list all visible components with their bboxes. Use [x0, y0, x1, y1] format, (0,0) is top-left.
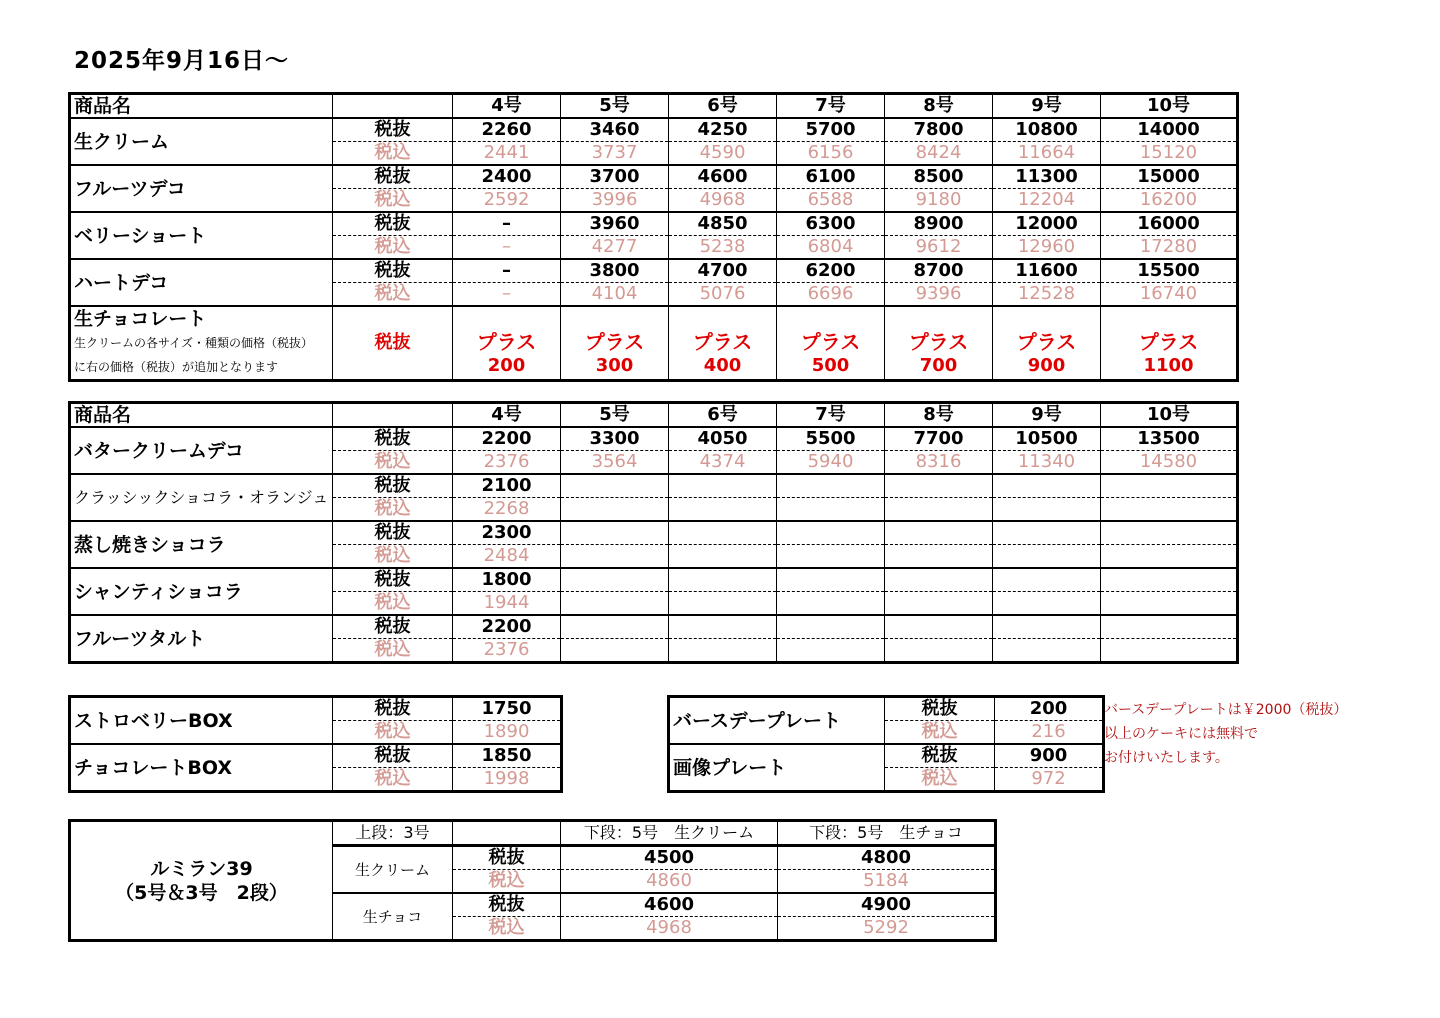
lumiran-name [70, 821, 333, 941]
label-tax-excluded: 税抜 [333, 744, 453, 768]
price-included: 4860 [561, 870, 778, 894]
label-tax-included: 税込 [333, 639, 453, 663]
chocolate-plus-cell [1101, 306, 1238, 381]
price-excluded [777, 568, 885, 592]
price-included: 4277 [561, 236, 669, 260]
price-included: 8316 [885, 451, 993, 475]
price-included: 1944 [453, 592, 561, 616]
plus-label: プラス [476, 330, 537, 354]
product-name: フルーツデコ [70, 165, 333, 212]
product-name: ハートデコ [70, 259, 333, 306]
price-excluded [993, 474, 1101, 498]
plus-value: 1100 [1143, 355, 1194, 376]
price-excluded: 4600 [669, 165, 777, 189]
header-size: 9号 [993, 94, 1101, 119]
price-included: 5184 [778, 870, 996, 894]
plus-value: 900 [1027, 355, 1066, 376]
price-included [993, 545, 1101, 569]
price-excluded [993, 568, 1101, 592]
price-included: 4968 [669, 189, 777, 213]
price-included: 12960 [993, 236, 1101, 260]
label-tax-included: 税込 [333, 283, 453, 307]
price-excluded [669, 615, 777, 639]
price-excluded: 10800 [993, 118, 1101, 142]
product-name: クラッシックショコラ・オランジュ [70, 474, 333, 521]
price-excluded: 4900 [778, 893, 996, 917]
plus-value: 700 [919, 355, 958, 376]
box-name: ストロベリーBOX [70, 697, 333, 745]
header-size: 10号 [1101, 94, 1238, 119]
label-tax-included: 税込 [333, 498, 453, 522]
price-included: 1998 [453, 768, 562, 792]
label-tax-included: 税込 [333, 236, 453, 260]
lumiran-name-line2: （5号＆3号 2段） [115, 881, 288, 904]
chocolate-plus-cell [993, 306, 1101, 381]
header-size: 10号 [1101, 403, 1238, 428]
label-tax-included: 税込 [885, 721, 995, 745]
price-excluded: 8700 [885, 259, 993, 283]
price-included: 15120 [1101, 142, 1238, 166]
label-tax-included: 税込 [333, 142, 453, 166]
label-tax-excluded: 税抜 [333, 568, 453, 592]
price-excluded: 12000 [993, 212, 1101, 236]
lumiran-price-table [68, 819, 997, 942]
price-included: 11664 [993, 142, 1101, 166]
label-tax-included: 税込 [333, 189, 453, 213]
price-included [561, 592, 669, 616]
page-title: 2025年9月16日～ [74, 48, 290, 74]
label-tax-excluded: 税抜 [333, 427, 453, 451]
price-excluded: 3300 [561, 427, 669, 451]
price-excluded [561, 615, 669, 639]
price-excluded: 8900 [885, 212, 993, 236]
lumiran-name-line1: ルミラン39 [150, 857, 253, 880]
label-tax-excluded: 税抜 [333, 474, 453, 498]
price-included [993, 498, 1101, 522]
label-tax-included: 税込 [885, 768, 995, 792]
price-excluded [885, 474, 993, 498]
plus-value: 200 [487, 355, 526, 376]
price-included: 4590 [669, 142, 777, 166]
plate-price-table [667, 695, 1105, 793]
product-name: ベリーショート [70, 212, 333, 259]
price-included [1101, 498, 1238, 522]
price-included [1101, 545, 1238, 569]
product-name: フルーツタルト [70, 615, 333, 663]
price-included: 16740 [1101, 283, 1238, 307]
price-excluded [777, 521, 885, 545]
price-included [669, 592, 777, 616]
price-excluded: 15000 [1101, 165, 1238, 189]
price-excluded: 8500 [885, 165, 993, 189]
price-included: 16200 [1101, 189, 1238, 213]
price-excluded [885, 615, 993, 639]
label-tax-included: 税込 [453, 870, 561, 894]
header-size: 4号 [453, 403, 561, 428]
price-included: 4374 [669, 451, 777, 475]
price-included [561, 639, 669, 663]
label-tax-excluded: 税抜 [333, 697, 453, 721]
price-excluded: 900 [995, 744, 1104, 768]
price-included [561, 545, 669, 569]
header-size: 4号 [453, 94, 561, 119]
label-tax-included: 税込 [333, 592, 453, 616]
header-label-blank [333, 94, 453, 119]
price-excluded: 6100 [777, 165, 885, 189]
price-excluded: 4700 [669, 259, 777, 283]
price-excluded [1101, 615, 1238, 639]
price-excluded: 4050 [669, 427, 777, 451]
price-excluded: 3800 [561, 259, 669, 283]
chocolate-plus-cell [669, 306, 777, 381]
price-included [1101, 592, 1238, 616]
label-tax-excluded: 税抜 [333, 259, 453, 283]
price-included: 3996 [561, 189, 669, 213]
chocolate-plus-cell [777, 306, 885, 381]
header-size: 8号 [885, 403, 993, 428]
price-excluded [777, 615, 885, 639]
plus-label: プラス [800, 330, 861, 354]
birthday-plate-note [1104, 698, 1347, 770]
price-excluded: 4250 [669, 118, 777, 142]
lumiran-col-b: 下段：5号 生チョコ [778, 821, 996, 846]
price-included: 5940 [777, 451, 885, 475]
label-tax-excluded: 税抜 [333, 165, 453, 189]
price-included: 216 [995, 721, 1104, 745]
price-included: 12204 [993, 189, 1101, 213]
price-included: 2376 [453, 451, 561, 475]
price-included [777, 545, 885, 569]
price-included: 4104 [561, 283, 669, 307]
price-excluded: 11600 [993, 259, 1101, 283]
plus-value: 500 [811, 355, 850, 376]
price-excluded: 2100 [453, 474, 561, 498]
price-excluded: 2200 [453, 615, 561, 639]
price-excluded [1101, 521, 1238, 545]
price-excluded: 2300 [453, 521, 561, 545]
label-tax-included: 税込 [333, 545, 453, 569]
price-excluded: 4850 [669, 212, 777, 236]
lumiran-col-label [453, 821, 561, 846]
chocolate-plus-cell [885, 306, 993, 381]
price-included [669, 545, 777, 569]
header-product-name: 商品名 [70, 403, 333, 428]
price-excluded: 16000 [1101, 212, 1238, 236]
header-size: 5号 [561, 94, 669, 119]
label-tax-included: 税込 [453, 917, 561, 941]
chocolate-name: 生チョコレート [74, 308, 207, 330]
box-price-table [68, 695, 563, 793]
header-label-blank [333, 403, 453, 428]
price-excluded: 1750 [453, 697, 562, 721]
price-excluded [993, 521, 1101, 545]
chocolate-label: 税抜 [333, 306, 453, 381]
price-included [777, 498, 885, 522]
price-included: 9180 [885, 189, 993, 213]
price-included [993, 592, 1101, 616]
price-table-other [68, 401, 1239, 664]
plus-label: プラス [692, 330, 753, 354]
price-included [669, 498, 777, 522]
chocolate-desc: に右の価格（税抜）が追加となります [74, 360, 279, 374]
price-included [669, 639, 777, 663]
price-excluded: 7800 [885, 118, 993, 142]
label-tax-excluded: 税抜 [453, 893, 561, 917]
price-included: 4968 [561, 917, 778, 941]
price-excluded: 5700 [777, 118, 885, 142]
price-excluded [1101, 568, 1238, 592]
price-excluded: 3960 [561, 212, 669, 236]
price-excluded [885, 568, 993, 592]
label-tax-included: 税込 [333, 768, 453, 792]
price-excluded: 6200 [777, 259, 885, 283]
price-excluded: 2400 [453, 165, 561, 189]
note-line: バースデープレートは￥2000（税抜） [1104, 702, 1348, 718]
lumiran-col-a: 下段：5号 生クリーム [561, 821, 778, 846]
label-tax-included: 税込 [333, 721, 453, 745]
price-excluded: 11300 [993, 165, 1101, 189]
chocolate-desc: 生クリームの各サイズ・種類の価格（税抜） [74, 336, 314, 350]
label-tax-excluded: 税抜 [333, 521, 453, 545]
plus-label: プラス [1016, 330, 1077, 354]
price-included: 5076 [669, 283, 777, 307]
price-included [885, 639, 993, 663]
price-excluded: – [453, 259, 561, 283]
price-included: – [453, 236, 561, 260]
product-name: 生クリーム [70, 118, 333, 165]
label-tax-excluded: 税抜 [453, 846, 561, 870]
price-included: 3564 [561, 451, 669, 475]
label-tax-excluded: 税抜 [885, 697, 995, 721]
header-size: 7号 [777, 94, 885, 119]
price-included: 5292 [778, 917, 996, 941]
plus-label: プラス [584, 330, 645, 354]
lumiran-top-cream: 生クリーム [333, 846, 453, 894]
price-excluded: 3460 [561, 118, 669, 142]
price-included: 2268 [453, 498, 561, 522]
price-excluded [669, 568, 777, 592]
plus-label: プラス [908, 330, 969, 354]
price-excluded: 4800 [778, 846, 996, 870]
price-included: 2441 [453, 142, 561, 166]
label-tax-excluded: 税抜 [333, 118, 453, 142]
lumiran-col-top: 上段：3号 [333, 821, 453, 846]
price-excluded: 13500 [1101, 427, 1238, 451]
product-name: シャンティショコラ [70, 568, 333, 615]
price-included [777, 639, 885, 663]
price-excluded [1101, 474, 1238, 498]
price-excluded: – [453, 212, 561, 236]
label-tax-included: 税込 [333, 451, 453, 475]
price-included: 9396 [885, 283, 993, 307]
price-excluded: 2200 [453, 427, 561, 451]
price-included: 6156 [777, 142, 885, 166]
price-excluded [777, 474, 885, 498]
price-table-main [68, 92, 1239, 382]
price-included: 6696 [777, 283, 885, 307]
header-size: 5号 [561, 403, 669, 428]
price-included: 6588 [777, 189, 885, 213]
price-excluded [885, 521, 993, 545]
price-excluded: 5500 [777, 427, 885, 451]
price-included [993, 639, 1101, 663]
label-tax-excluded: 税抜 [333, 212, 453, 236]
price-excluded: 10500 [993, 427, 1101, 451]
label-tax-excluded: 税抜 [333, 615, 453, 639]
price-included [1101, 639, 1238, 663]
price-excluded [561, 568, 669, 592]
price-excluded: 6300 [777, 212, 885, 236]
price-excluded [993, 615, 1101, 639]
price-included: 9612 [885, 236, 993, 260]
price-excluded [561, 521, 669, 545]
price-excluded: 15500 [1101, 259, 1238, 283]
price-excluded [669, 521, 777, 545]
price-excluded: 2260 [453, 118, 561, 142]
header-product-name: 商品名 [70, 94, 333, 119]
price-included: 972 [995, 768, 1104, 792]
price-excluded: 7700 [885, 427, 993, 451]
plus-value: 300 [595, 355, 634, 376]
price-included: 1890 [453, 721, 562, 745]
product-name: 蒸し焼きショコラ [70, 521, 333, 568]
plus-value: 400 [703, 355, 742, 376]
price-included: 17280 [1101, 236, 1238, 260]
price-included: 2484 [453, 545, 561, 569]
price-included [885, 545, 993, 569]
plate-name: バースデープレート [669, 697, 885, 745]
price-included [777, 592, 885, 616]
plate-name: 画像プレート [669, 744, 885, 792]
price-included: 8424 [885, 142, 993, 166]
header-size: 7号 [777, 403, 885, 428]
header-size: 8号 [885, 94, 993, 119]
chocolate-plus-cell [453, 306, 561, 381]
price-excluded: 4600 [561, 893, 778, 917]
chocolate-plus-cell [561, 306, 669, 381]
price-included: 12528 [993, 283, 1101, 307]
price-excluded: 3700 [561, 165, 669, 189]
price-excluded [561, 474, 669, 498]
note-line: 以上のケーキには無料で [1104, 726, 1258, 742]
price-included: 11340 [993, 451, 1101, 475]
price-excluded: 1800 [453, 568, 561, 592]
price-included: 14580 [1101, 451, 1238, 475]
header-size: 6号 [669, 94, 777, 119]
label-tax-excluded: 税抜 [885, 744, 995, 768]
price-included: 2592 [453, 189, 561, 213]
price-included [561, 498, 669, 522]
product-name: バタークリームデコ [70, 427, 333, 474]
price-included [885, 592, 993, 616]
price-excluded: 4500 [561, 846, 778, 870]
header-size: 9号 [993, 403, 1101, 428]
price-excluded: 1850 [453, 744, 562, 768]
price-excluded: 14000 [1101, 118, 1238, 142]
price-included: 2376 [453, 639, 561, 663]
price-included: 5238 [669, 236, 777, 260]
header-size: 6号 [669, 403, 777, 428]
price-excluded [669, 474, 777, 498]
price-included: – [453, 283, 561, 307]
note-line: お付けいたします。 [1104, 750, 1229, 766]
plus-label: プラス [1138, 330, 1199, 354]
chocolate-name-cell [70, 306, 333, 381]
lumiran-top-choco: 生チョコ [333, 893, 453, 941]
box-name: チョコレートBOX [70, 744, 333, 792]
price-included: 6804 [777, 236, 885, 260]
price-included: 3737 [561, 142, 669, 166]
price-excluded: 200 [995, 697, 1104, 721]
price-included [885, 498, 993, 522]
